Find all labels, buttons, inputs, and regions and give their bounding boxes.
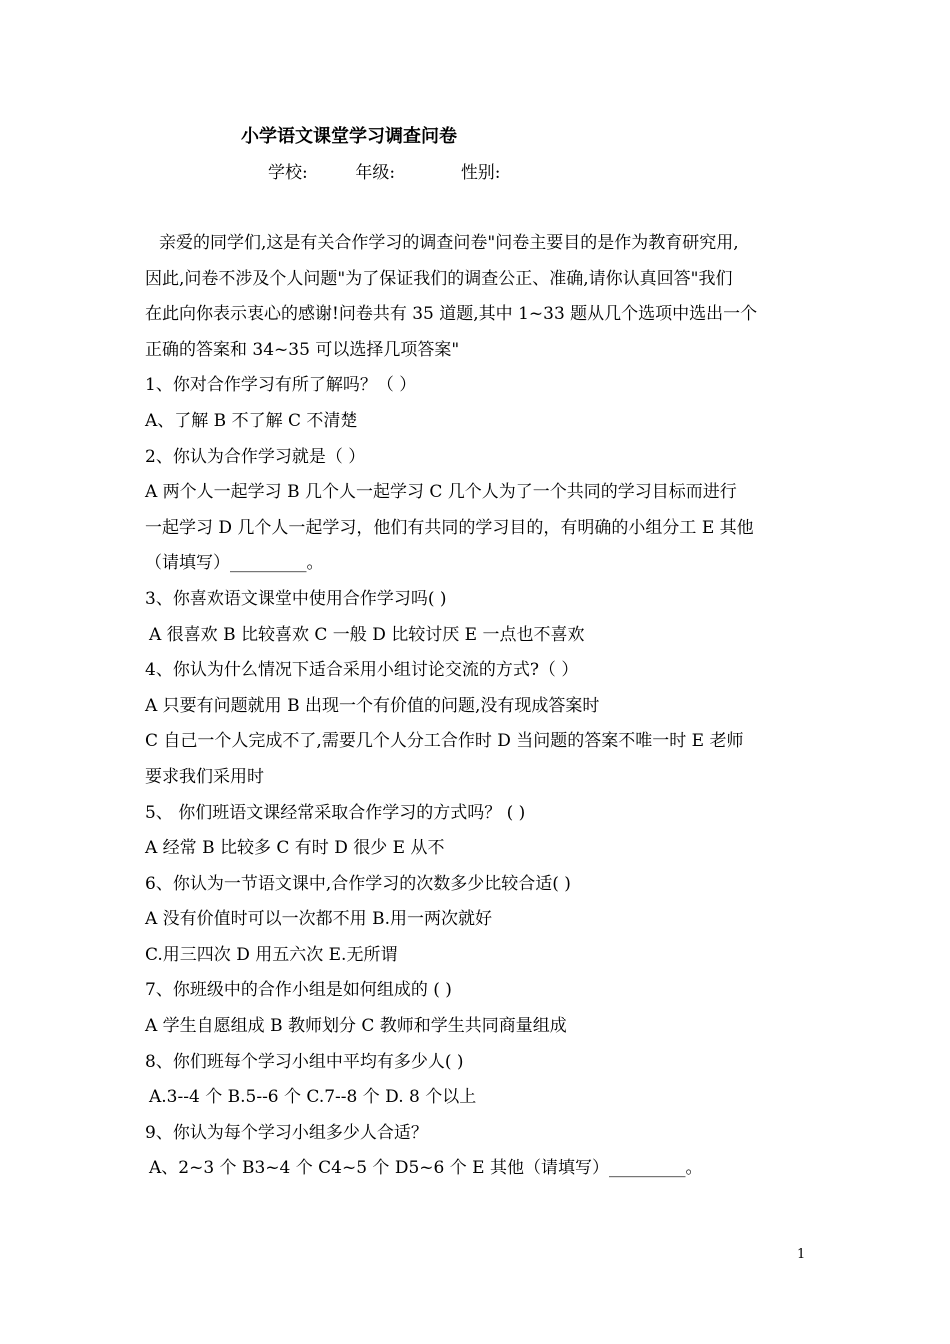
question-3: 3、你喜欢语文课堂中使用合作学习吗( ) — [145, 588, 447, 609]
question-9: 9、你认为每个学习小组多少人合适？ — [145, 1122, 428, 1143]
question-5: 5、 你们班语文课经常采取合作学习的方式吗？ ( ) — [145, 802, 526, 823]
questionnaire-body — [145, 226, 825, 1187]
question-7: 7、你班级中的合作小组是如何组成的 ( ) — [145, 980, 452, 1001]
question-8-options: A.3--4 个 B.5--6 个 C.7--8 个 D. 8 个以上 — [149, 1087, 477, 1108]
school-field-label: 学校: — [268, 163, 308, 183]
page-title: 小学语文课堂学习调查问卷 — [241, 126, 457, 147]
question-9-options: A、2~3 个 B3~4 个 C4~5 个 D5~6 个 E 其他（请填写）_________。 — [149, 1158, 703, 1179]
question-8: 8、你们班每个学习小组中平均有多少人( ) — [145, 1051, 464, 1072]
intro-line: 亲爱的同学们,这是有关合作学习的调查问卷"问卷主要目的是作为教育研究用, — [159, 233, 739, 253]
question-1-options: A、了解 B 不了解 C 不清楚 — [145, 410, 358, 431]
question-4: 4、你认为什么情况下适合采用小组讨论交流的方式?（ ） — [145, 660, 579, 681]
respondent-info-fields — [268, 160, 501, 186]
page-number: 1 — [797, 1247, 806, 1262]
question-6-options: C.用三四次 D 用五六次 E.无所谓 — [145, 944, 398, 965]
question-6: 6、你认为一节语文课中,合作学习的次数多少比较合适( ) — [145, 873, 571, 894]
question-5-options: A 经常 B 比较多 C 有时 D 很少 E 从不 — [145, 838, 445, 859]
question-2-options: A 两个人一起学习 B 几个人一起学习 C 几个人为了一个共同的学习目标而进行 — [145, 482, 737, 503]
gender-field-label: 性别: — [460, 163, 501, 183]
question-3-options: A 很喜欢 B 比较喜欢 C 一般 D 比较讨厌 E 一点也不喜欢 — [149, 624, 585, 645]
question-1: 1、你对合作学习有所了解吗？（ ） — [145, 375, 417, 396]
grade-field-label: 年级: — [355, 163, 396, 183]
question-4-options: C 自己一个人完成不了,需要几个人分工合作时 D 当问题的答案不唯一时 E 老师 — [145, 731, 744, 752]
intro-line: 因此,问卷不涉及个人问题"为了保证我们的调查公正、准确,请你认真回答"我们 — [145, 268, 733, 289]
intro-line: 正确的答案和 34~35 可以选择几项答案" — [145, 339, 460, 360]
intro-line: 在此向你表示衷心的感谢!问卷共有 35 道题,其中 1~33 题从几个选项中选出一个 — [145, 304, 758, 325]
question-4-options: 要求我们采用时 — [145, 766, 264, 787]
question-2-options: 一起学习 D 几个人一起学习，他们有共同的学习目的，有明确的小组分工 E 其他 — [145, 517, 754, 538]
question-4-options: A 只要有问题就用 B 出现一个有价值的问题,没有现成答案时 — [145, 695, 600, 716]
question-2: 2、你认为合作学习就是（ ） — [145, 446, 366, 467]
question-6-options: A 没有价值时可以一次都不用 B.用一两次就好 — [145, 909, 492, 930]
question-2-options: （请填写）_________。 — [145, 553, 324, 574]
question-7-options: A 学生自愿组成 B 教师划分 C 教师和学生共同商量组成 — [145, 1016, 567, 1037]
